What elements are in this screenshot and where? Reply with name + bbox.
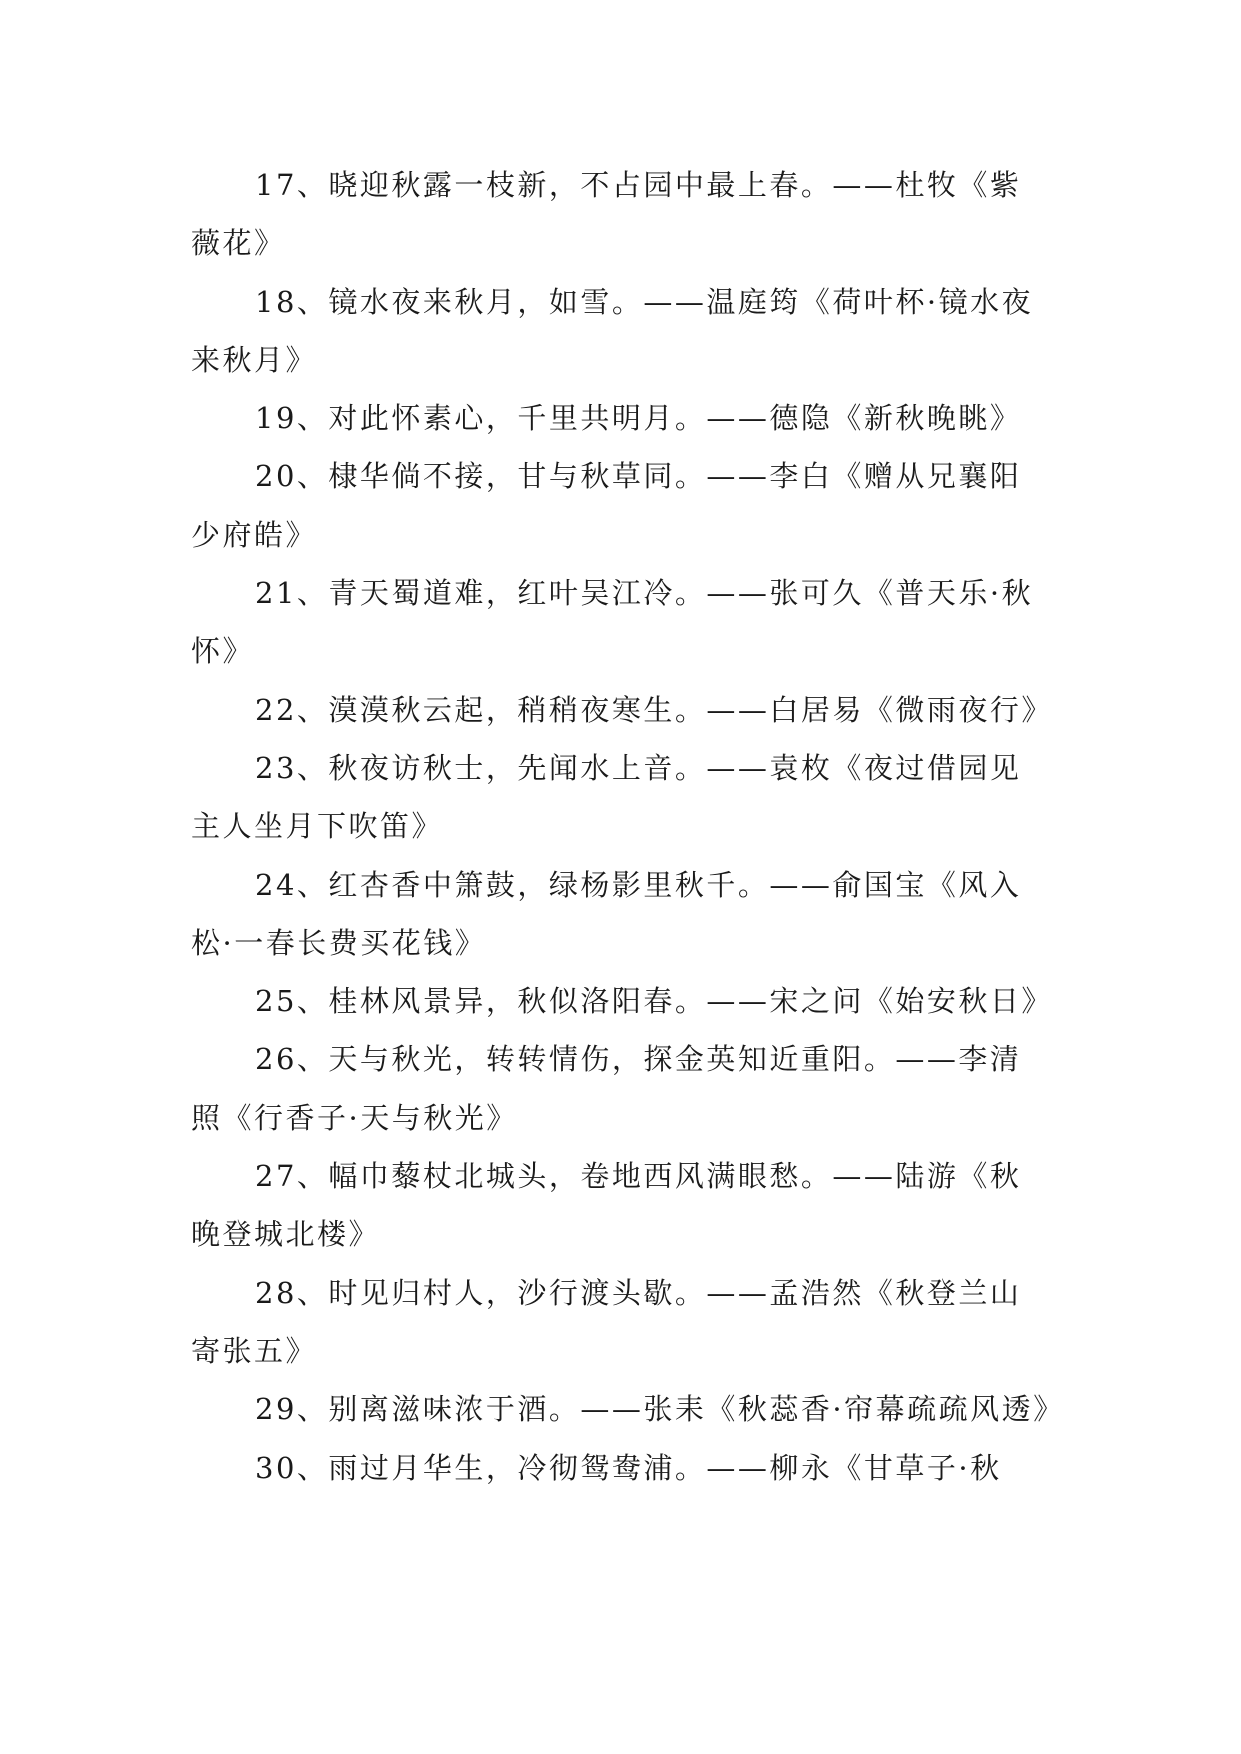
list-item <box>191 156 1051 273</box>
list-item <box>191 1264 1051 1381</box>
entry-text: 19、对此怀素心，千里共明月。——德隐《新秋晚眺》 <box>255 401 1022 436</box>
entry-text: 24、红杏香中箫鼓，绿杨影里秋千。——俞国宝《风入松·一春长费买花钱》 <box>191 867 1022 960</box>
list-item <box>191 389 1051 447</box>
entry-text: 28、时见归村人，沙行渡头歇。——孟浩然《秋登兰山寄张五》 <box>191 1275 1022 1368</box>
entry-text: 22、漠漠秋云起，稍稍夜寒生。——白居易《微雨夜行》 <box>255 692 1053 727</box>
list-item <box>191 1439 1051 1497</box>
entry-text: 17、晓迎秋露一枝新，不占园中最上春。——杜牧《紫薇花》 <box>191 168 1022 261</box>
list-item <box>191 1380 1065 1438</box>
list-item <box>191 273 1051 390</box>
list-item <box>191 739 1051 856</box>
entry-text: 18、镜水夜来秋月，如雪。——温庭筠《荷叶杯·镜水夜来秋月》 <box>191 284 1034 377</box>
list-item <box>191 1147 1051 1264</box>
entry-text: 29、别离滋味浓于酒。——张耒《秋蕊香·帘幕疏疏风透》 <box>255 1392 1065 1427</box>
list-item <box>191 856 1051 973</box>
entry-text: 20、棣华倘不接，甘与秋草同。——李白《赠从兄襄阳少府皓》 <box>191 459 1022 552</box>
list-item <box>191 681 1051 739</box>
entry-text: 23、秋夜访秋士，先闻水上音。——袁枚《夜过借园见主人坐月下吹笛》 <box>191 750 1022 844</box>
entry-text: 30、雨过月华生，冷彻鸳鸯浦。——柳永《甘草子·秋 <box>255 1450 1002 1485</box>
entry-text: 26、天与秋光，转转情伤，探金英知近重阳。——李清照《行香子·天与秋光》 <box>191 1042 1022 1135</box>
list-item <box>191 972 1051 1030</box>
entry-text: 25、桂林风景异，秋似洛阳春。——宋之问《始安秋日》 <box>255 984 1053 1019</box>
poem-list <box>191 156 1065 1497</box>
list-item <box>191 1030 1051 1147</box>
list-item <box>191 447 1051 564</box>
entry-text: 21、青天蜀道难，红叶吴江冷。——张可久《普天乐·秋怀》 <box>191 576 1034 669</box>
list-item <box>191 564 1051 681</box>
entry-text: 27、幅巾藜杖北城头，卷地西风满眼愁。——陆游《秋晚登城北楼》 <box>191 1159 1022 1252</box>
